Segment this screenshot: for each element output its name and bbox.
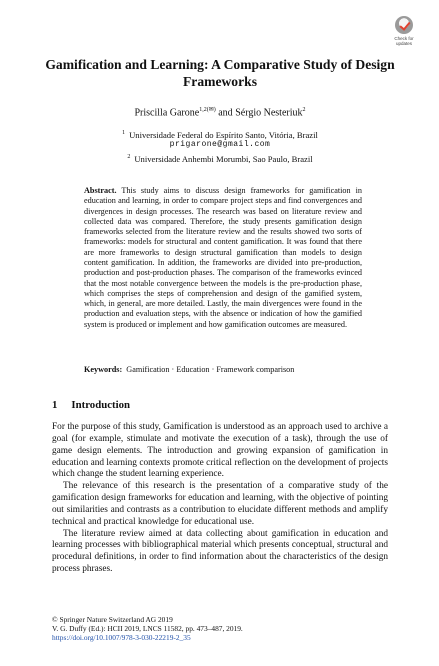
check-for-updates-badge[interactable] [389, 16, 419, 50]
abstract-text: This study aims to discuss design frameworks for gamification in education and learning, in order to compare project steps and find convergences and divergences in design processes. The research was based on literature review and collected data was compared. Therefore, the study presents gamification design frameworks selected from the literature review and the results showed two sorts of frameworks: models for structural and content gamification. It was found that there are more frameworks to design structural gamification than models to design content gamification. In addition, the frameworks are divided into pre-production, production and post-production phases. The comparison of the frameworks evinced that the most notable convergence between the models is the pre-production phase, which comprises the steps of comprehension and design of the gamified system, which, in general, are more detailed. Lastly, the main divergences were found in the production and evaluation steps, with the absence or indication of how the gamified system is produced or implement and how gamification outcomes are measured. [84, 186, 362, 329]
affiliation-number: 1 [122, 130, 126, 136]
paper-title: Gamification and Learning: A Comparative Study of Design Frameworks [45, 57, 395, 89]
introduction-body [52, 422, 388, 576]
author-marks: 2 [302, 107, 306, 113]
section-heading [52, 399, 130, 411]
section-title: Introduction [71, 399, 131, 411]
abstract-label: Abstract. [84, 186, 117, 195]
author-name: Priscilla Garone [134, 107, 200, 119]
author-email[interactable]: prigarone@gmail.com [169, 140, 271, 149]
author-line [40, 106, 400, 118]
paragraph: The literature review aimed at data collecting about gamification in education and learning processes with bibliographical material which presents conceptual, structural and procedural definitions, in order to find information about the characteristics of the design process phrases. [52, 528, 388, 575]
affiliation-text: Universidade Anhembi Morumbi, Sao Paulo, Brazil [134, 153, 313, 164]
paragraph: The relevance of this research is the presentation of a comparative study of the gamification design frameworks for education and learning, with the objective of pointing out similarities and contrasts as a contribution to elucidate different methods and amplify technical and practical knowledge for educational use. [52, 481, 388, 527]
check-for-updates-label: Check for updates [394, 36, 414, 46]
doi-link[interactable]: https://doi.org/10.1007/978-3-030-22219-2_35 [52, 633, 191, 642]
author-name: Sérgio Nesteriuk [235, 107, 303, 119]
keywords-label: Keywords: [84, 365, 123, 374]
copyright-line: © Springer Nature Switzerland AG 2019 [52, 615, 173, 624]
keyword-separator: · [169, 365, 177, 374]
affiliation-number: 2 [127, 154, 131, 160]
keyword: Education [176, 365, 210, 374]
citation-line: V. G. Duffy (Ed.): HCII 2019, LNCS 11582, pp. 473–487, 2019. [52, 624, 243, 633]
paragraph: For the purpose of this study, Gamification is understood as an approach used to archive a goal (for example, stimulate and motivate the execution of a task), through the use of game design elements. The introduction and growing expansion of gamification in education and learning contexts promote critical reflection on the development of projects which change the student learning experience. [52, 422, 388, 480]
footer [52, 615, 243, 642]
keyword: Gamification [126, 365, 170, 374]
keyword: Framework comparison [216, 365, 295, 374]
affiliation-text: Universidade Federal do Espírito Santo, Vitória, Brazil [129, 129, 318, 140]
affiliation-2 [40, 152, 400, 164]
affiliation-1 [40, 128, 400, 140]
author-joiner: and [218, 107, 233, 119]
abstract [84, 186, 362, 330]
keyword-separator: · [209, 365, 217, 374]
section-number: 1 [52, 399, 58, 411]
author-marks: 1,2(✉) [199, 107, 216, 113]
check-for-updates-icon [395, 16, 413, 34]
keywords [84, 365, 374, 374]
